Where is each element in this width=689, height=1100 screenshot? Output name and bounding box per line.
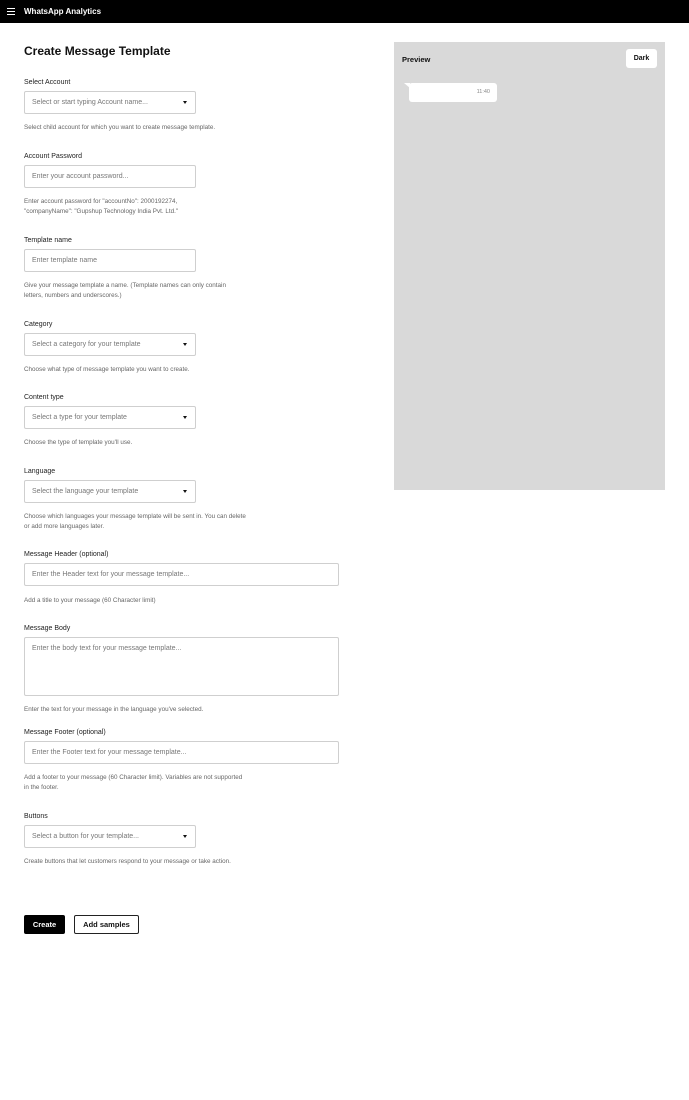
footer-label: Message Footer (optional) — [24, 729, 106, 736]
language-label: Language — [24, 468, 56, 475]
header-field[interactable] — [24, 563, 339, 586]
hamburger-menu-icon[interactable] — [7, 8, 15, 15]
template-name-placeholder: Enter template name — [32, 257, 97, 264]
account-hint: Select child account for which you want to create message template. — [24, 124, 216, 131]
language-select[interactable] — [24, 480, 196, 503]
content-type-hint: Choose the type of template you'll use. — [24, 439, 133, 446]
account-select-placeholder: Select or start typing Account name... — [32, 99, 148, 106]
buttons-hint: Create buttons that let customers respond to your message or take action. — [24, 858, 231, 865]
dark-mode-button[interactable]: Dark — [626, 49, 657, 68]
content-type-placeholder: Select a type for your template — [32, 414, 127, 421]
category-select[interactable] — [24, 333, 196, 356]
footer-placeholder: Enter the Footer text for your message template... — [32, 749, 187, 756]
footer-field[interactable] — [24, 741, 339, 764]
message-bubble — [409, 83, 497, 102]
category-placeholder: Select a category for your template — [32, 341, 141, 348]
body-placeholder: Enter the body text for your message template... — [32, 645, 182, 652]
caret-down-icon — [183, 835, 187, 838]
content-type-select[interactable] — [24, 406, 196, 429]
template-name-label: Template name — [24, 237, 72, 244]
account-label: Select Account — [24, 79, 71, 86]
account-select[interactable] — [24, 91, 196, 114]
caret-down-icon — [183, 490, 187, 493]
top-bar — [0, 0, 689, 23]
template-name-field[interactable] — [24, 249, 196, 272]
category-label: Category — [24, 321, 53, 328]
app-title: WhatsApp Analytics — [24, 7, 102, 16]
password-label: Account Password — [24, 153, 82, 160]
page-title: Create Message Template — [24, 44, 171, 58]
language-placeholder: Select the language your template — [32, 488, 139, 495]
password-hint: Enter account password for "accountNo": 2000192274, "companyName": "Gupshup Technology India Pvt. Ltd." — [24, 198, 179, 215]
template-name-hint: Give your message template a name. (Template names can only contain letters, numbers and underscores.) — [24, 282, 226, 299]
buttons-placeholder: Select a button for your template... — [32, 833, 140, 840]
caret-down-icon — [183, 101, 187, 104]
password-placeholder: Enter your account password... — [32, 173, 129, 180]
footer-hint: Add a footer to your message (60 Character limit). Variables are not supported in the footer. — [24, 774, 243, 791]
category-hint: Choose what type of message template you want to create. — [24, 366, 190, 373]
preview-panel — [394, 42, 665, 490]
buttons-select[interactable] — [24, 825, 196, 848]
content-type-label: Content type — [24, 394, 64, 401]
message-time: 11:40 — [476, 89, 490, 95]
body-hint: Enter the text for your message in the language you've selected. — [24, 706, 204, 713]
buttons-label: Buttons — [24, 813, 48, 820]
caret-down-icon — [183, 416, 187, 419]
body-textarea[interactable] — [24, 637, 339, 696]
header-hint: Add a title to your message (60 Character limit) — [24, 597, 156, 604]
language-hint: Choose which languages your message template will be sent in. You can delete or add more languages later. — [24, 513, 246, 530]
header-placeholder: Enter the Header text for your message template... — [32, 571, 190, 578]
add-samples-button[interactable]: Add samples — [74, 915, 139, 934]
header-label: Message Header (optional) — [24, 551, 109, 558]
preview-title: Preview — [402, 55, 431, 64]
password-field[interactable] — [24, 165, 196, 188]
create-button[interactable]: Create — [24, 915, 65, 934]
body-label: Message Body — [24, 625, 71, 632]
caret-down-icon — [183, 343, 187, 346]
